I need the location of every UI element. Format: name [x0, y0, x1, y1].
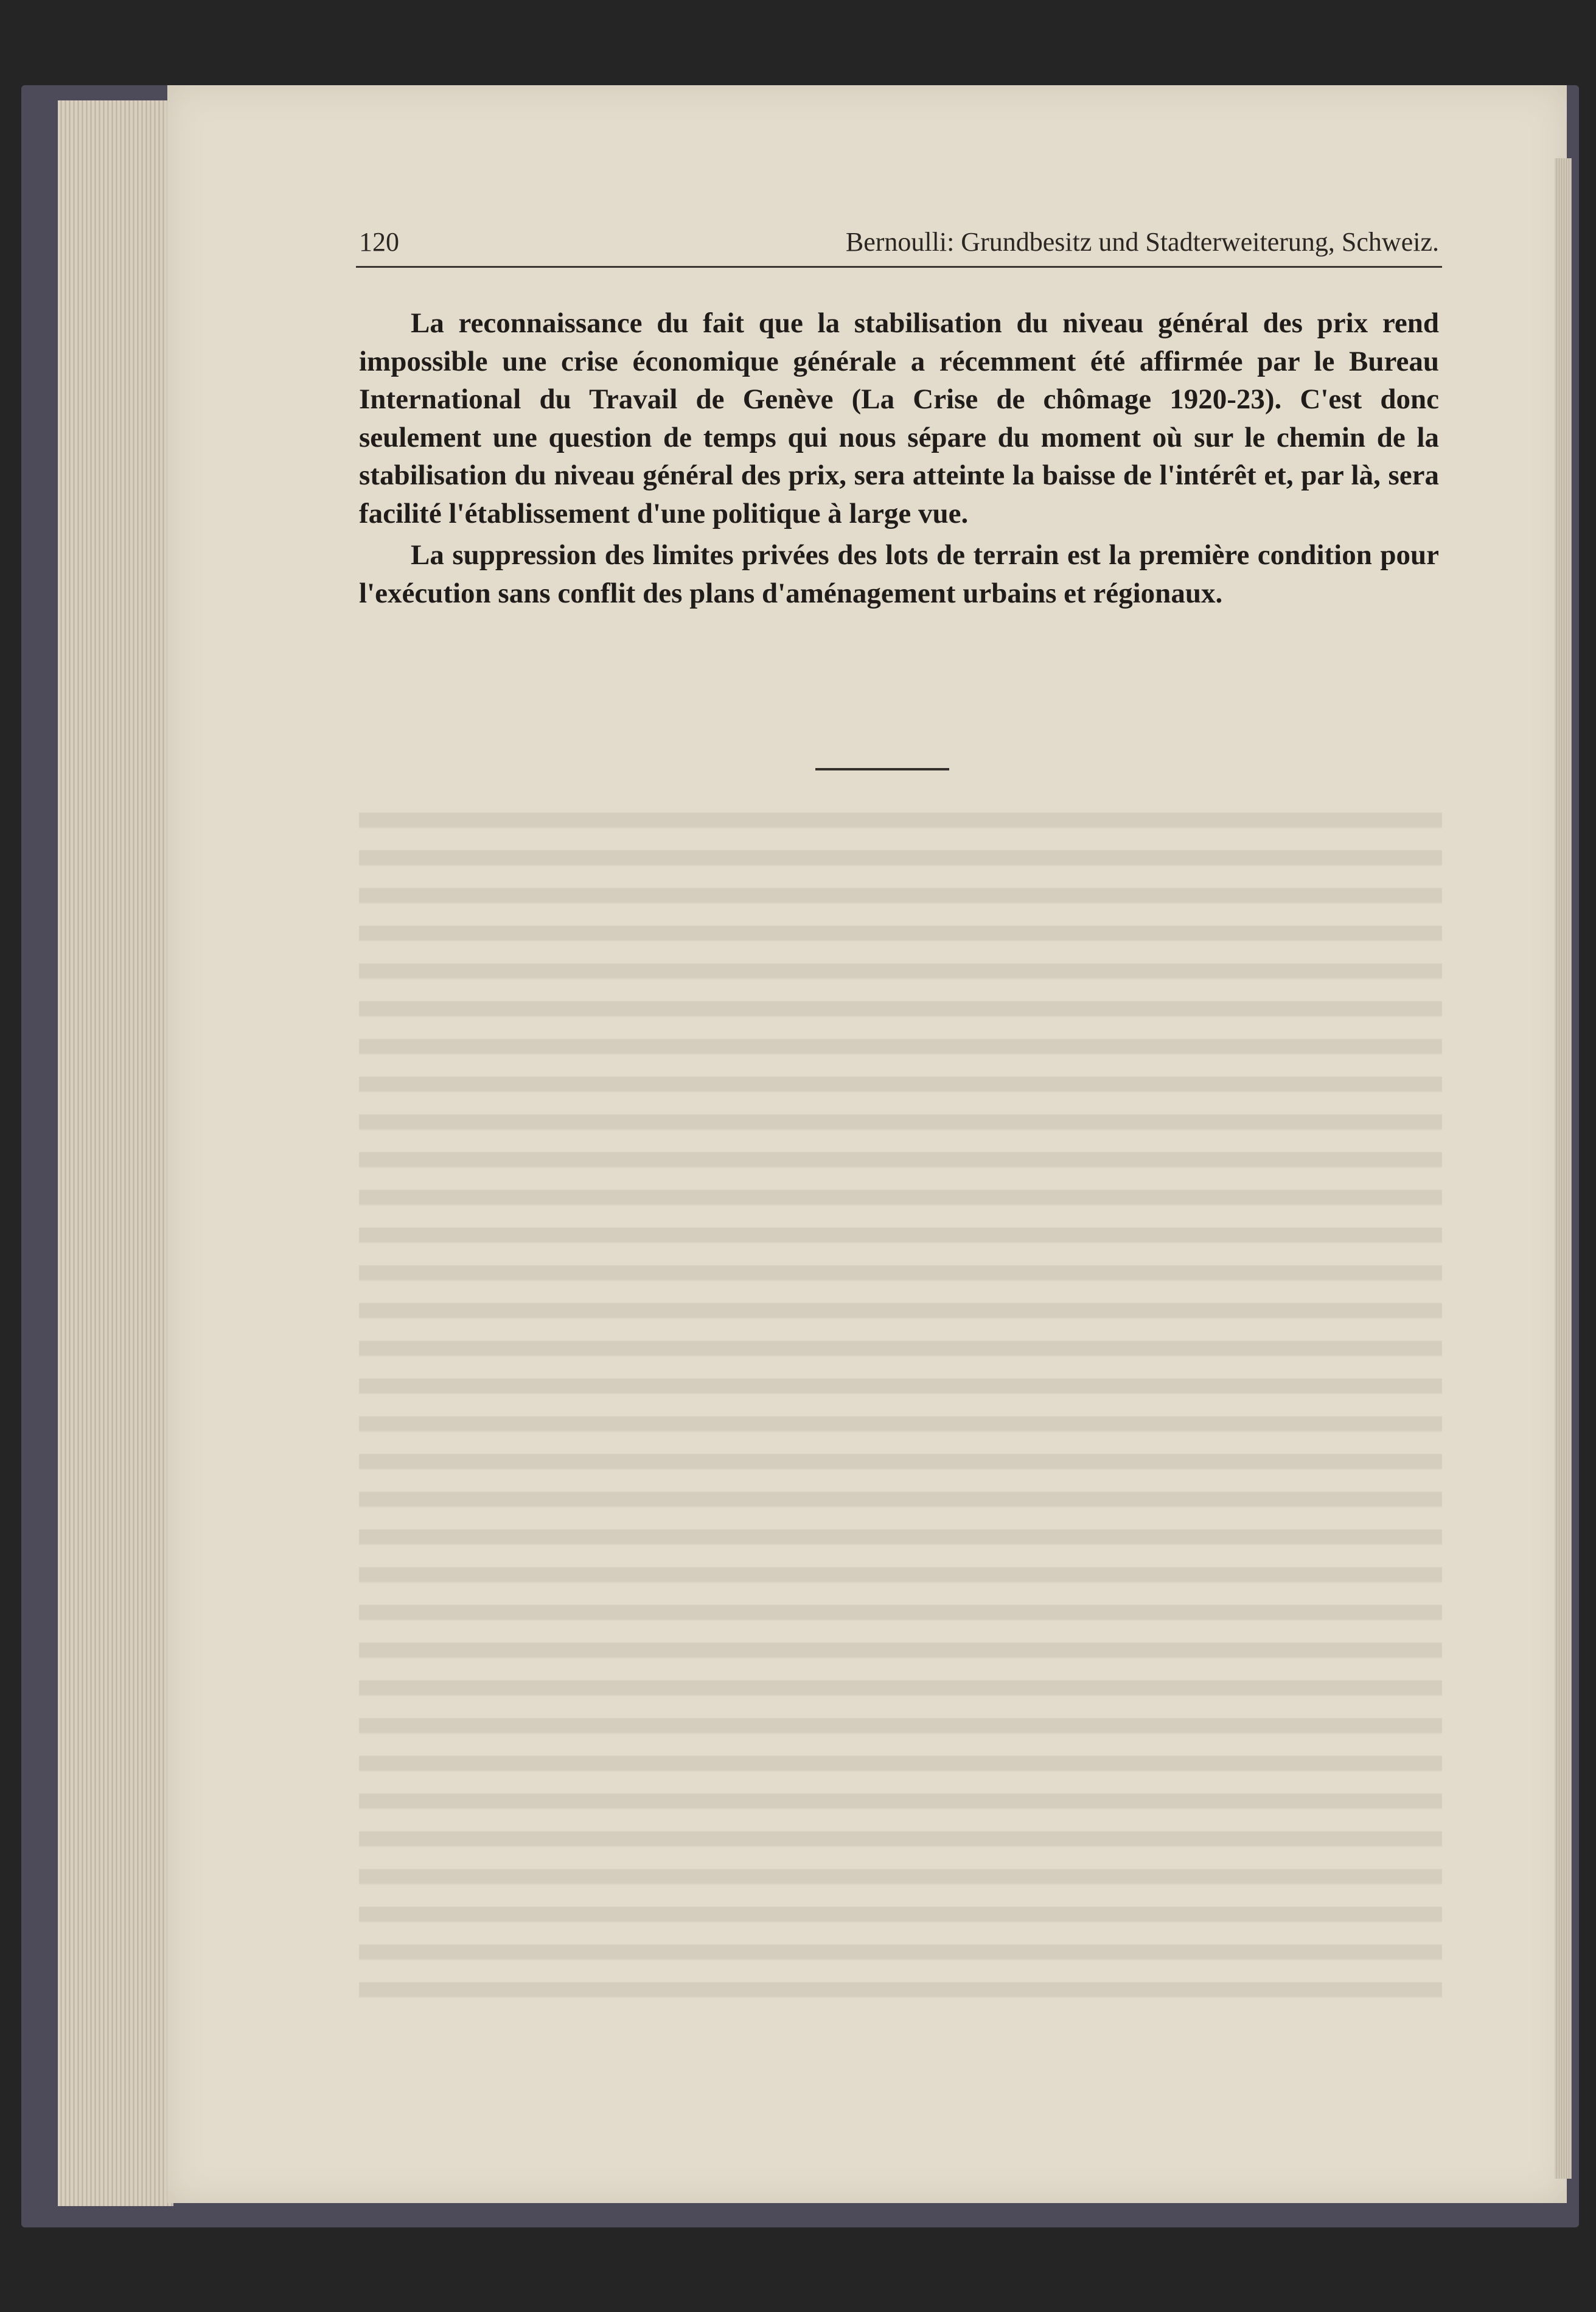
page-number: 120	[359, 227, 399, 257]
body-text	[359, 304, 1439, 616]
show-through-text	[359, 791, 1442, 2008]
paragraph: La reconnaissance du fait que la stabilisation du niveau général des prix rend impossible une crise économique générale a récemment été affirmée par le Bureau International du Travail de Genève (La Crise de chômage 1920-23). C'est donc seulement une question de temps qui nous sépare du moment où sur le chemin de la stabilisation du niveau général des prix, sera atteinte la baisse de l'intérêt et, par là, sera facilité l'établissement d'une politique à large vue.	[359, 307, 1439, 529]
header-rule	[356, 266, 1442, 268]
paragraph: La suppression des limites privées des lots de terrain est la première condition pour l'exécution sans conflit des plans d'aménagement urbains et régionaux.	[359, 539, 1439, 609]
right-page-edge	[1555, 158, 1572, 2179]
section-separator	[815, 768, 949, 770]
page-header	[359, 226, 1439, 269]
running-title: Bernoulli: Grundbesitz und Stadterweiterung, Schweiz.	[845, 227, 1439, 257]
page-edges	[58, 100, 173, 2206]
